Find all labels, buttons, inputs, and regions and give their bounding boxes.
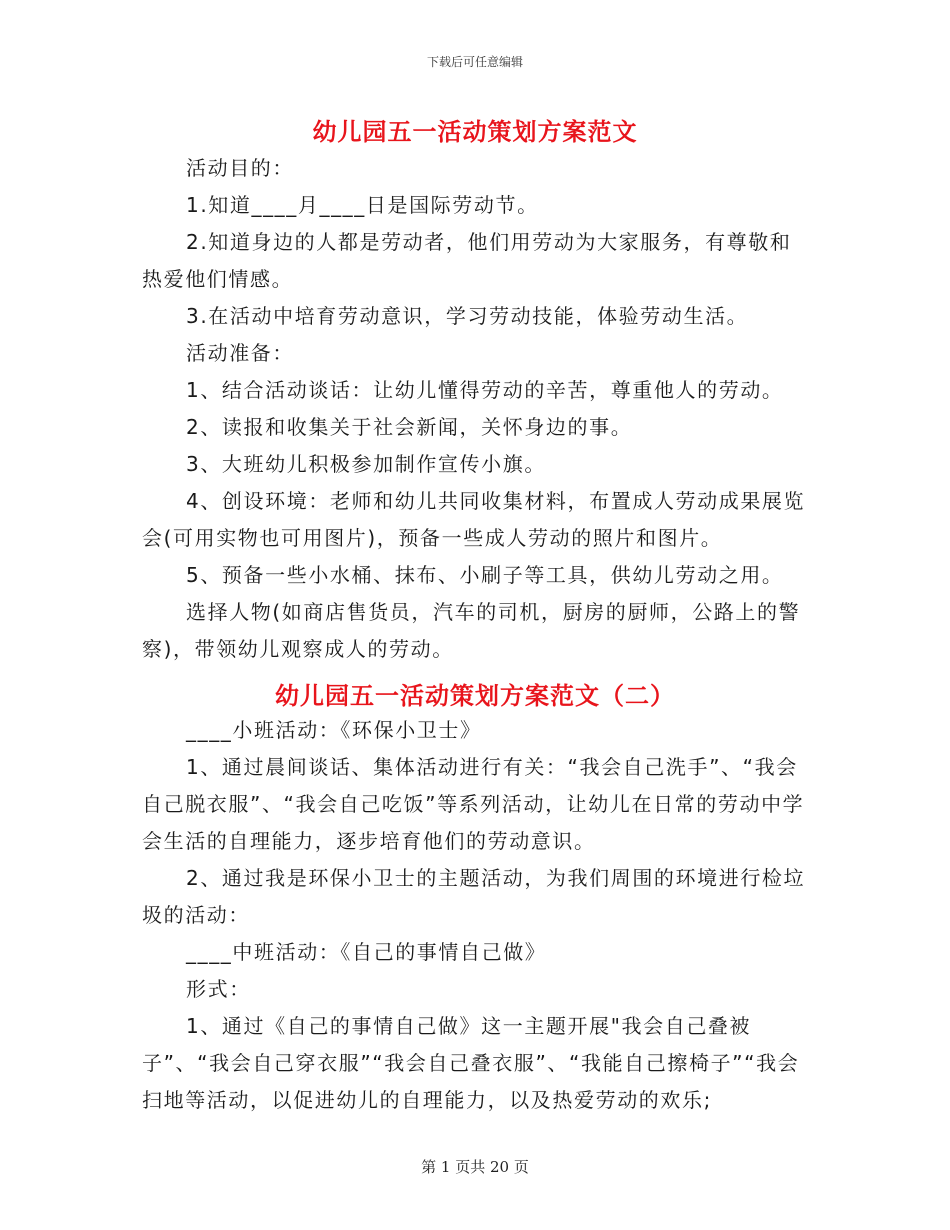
paragraph: 3、大班幼儿积极参加制作宣传小旗。 bbox=[186, 452, 546, 476]
paragraph: 2.知道身边的人都是劳动者，他们用劳动为大家服务，有尊敬和热爱他们情感。 bbox=[142, 230, 792, 291]
paragraph: 活动目的： bbox=[186, 156, 294, 180]
paragraph: 1、通过晨间谈话、集体活动进行有关：“我会自己洗手”、“我会自己脱衣服”、“我会自己吃饭”等系列活动，让幼儿在日常的劳动中学会生活的自理能力，逐步培育他们的劳动意识。 bbox=[142, 755, 805, 853]
paragraph: 5、预备一些小水桶、抹布、小刷子等工具，供幼儿劳动之用。 bbox=[186, 563, 784, 587]
paragraph: 1、结合活动谈话：让幼儿懂得劳动的辛苦，尊重他人的劳动。 bbox=[186, 378, 784, 402]
paragraph: 活动准备： bbox=[186, 341, 294, 365]
section2-body bbox=[142, 712, 806, 1119]
paragraph: ____小班活动：《环保小卫士》 bbox=[186, 718, 482, 742]
paragraph: 选择人物(如商店售货员，汽车的司机，厨房的厨师，公路上的警察)，带领幼儿观察成人的劳动。 bbox=[142, 600, 801, 661]
paragraph: 4、创设环境：老师和幼儿共同收集材料，布置成人劳动成果展览会(可用实物也可用图片)，预备一些成人劳动的照片和图片。 bbox=[142, 489, 806, 550]
paragraph: 1.知道____月____日是国际劳动节。 bbox=[186, 193, 539, 217]
paragraph: ____中班活动：《自己的事情自己做》 bbox=[186, 940, 547, 964]
page-header-note: 下载后可任意编辑 bbox=[426, 55, 523, 69]
section2-title: 幼儿园五一活动策划方案范文（二） bbox=[275, 682, 675, 710]
paragraph: 2、通过我是环保小卫士的主题活动，为我们周围的环境进行检垃圾的活动： bbox=[142, 866, 806, 927]
section1-title: 幼儿园五一活动策划方案范文 bbox=[312, 118, 638, 146]
page-number: 第 1 页共 20 页 bbox=[421, 1158, 529, 1176]
paragraph: 2、读报和收集关于社会新闻，关怀身边的事。 bbox=[186, 415, 633, 439]
section1-body bbox=[142, 150, 806, 668]
paragraph: 形式： bbox=[186, 977, 251, 1001]
paragraph: 1、通过《自己的事情自己做》这一主题开展"我会自己叠被子”、“我会自己穿衣服”“我会自己叠衣服”、“我能自己擦椅子”“我会扫地等活动，以促进幼儿的自理能力，以及热爱劳动的欢乐; bbox=[142, 1014, 800, 1112]
paragraph: 3.在活动中培育劳动意识，学习劳动技能，体验劳动生活。 bbox=[186, 304, 749, 328]
